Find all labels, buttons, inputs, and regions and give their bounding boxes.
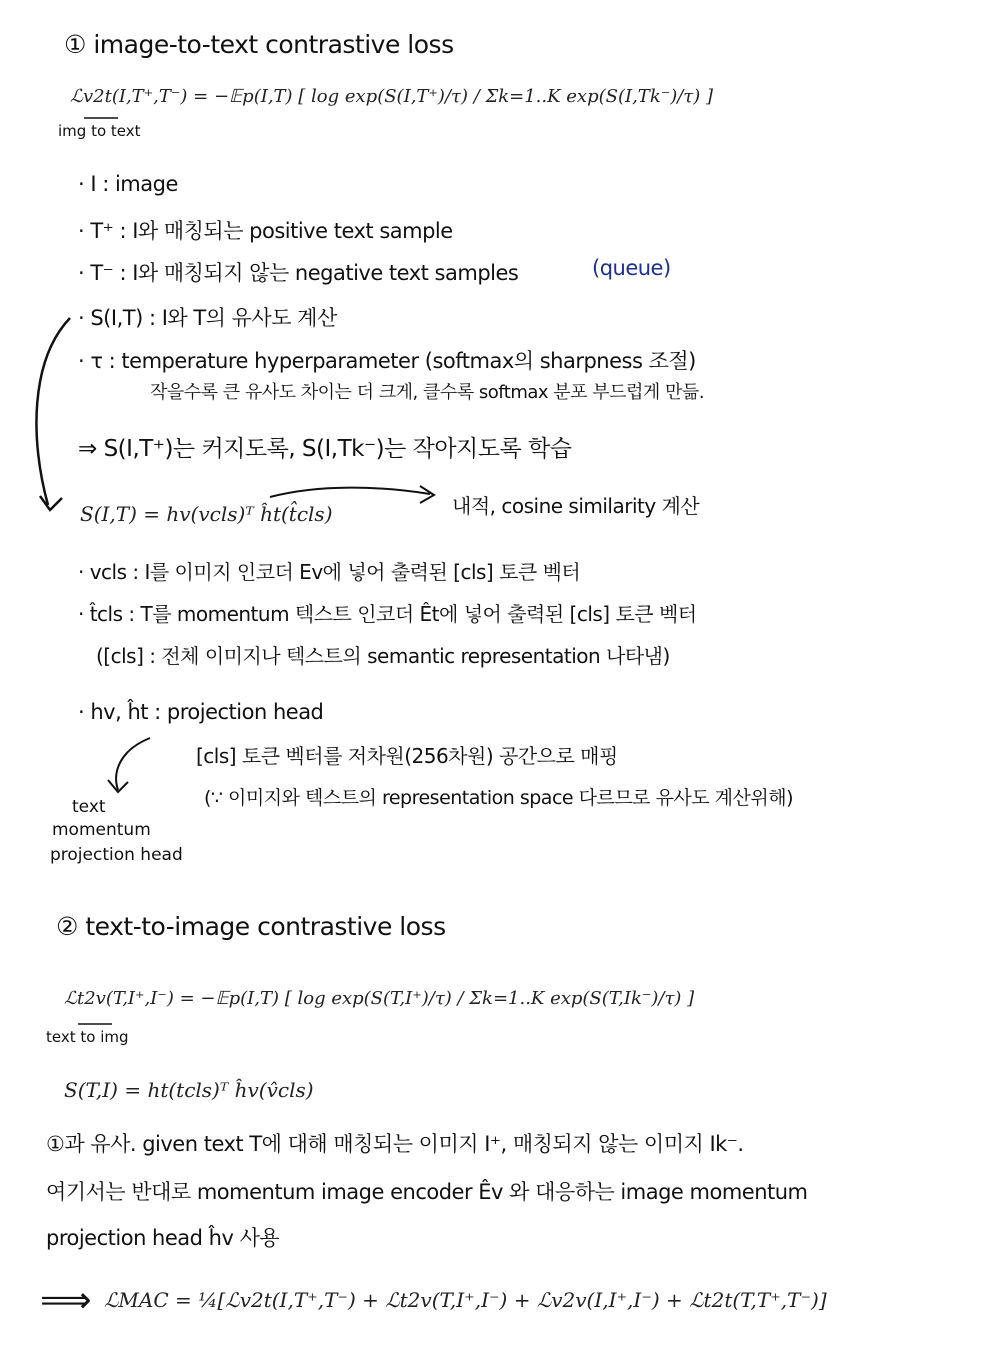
section1-heading: ① image-to-text contrastive loss (64, 30, 454, 59)
t2v-formula: ℒt2v(T,I⁺,I⁻) = −𝔼p(I,T) [ log exp(S(T,I⁺)/τ) / Σk=1..K exp(S(T,Ik⁻)/τ) ] (64, 988, 695, 1009)
v2t-formula-note: img to text (58, 122, 141, 140)
projection-detail-1: [cls] 토큰 벡터를 저차원(256차원) 공간으로 매핑 (196, 744, 618, 768)
bullet-negative-text: · T⁻ : I와 매칭되지 않는 negative text samples (78, 261, 519, 285)
bullet-projection-head: · hv, ĥt : projection head (78, 700, 324, 724)
v2t-formula: ℒv2t(I,T⁺,T⁻) = −𝔼p(I,T) [ log exp(S(I,T⁺)/τ) / Σk=1..K exp(S(I,Tk⁻)/τ) ] (70, 86, 714, 107)
similarity-formula-t-i: S(T,I) = ht(tcls)ᵀ ĥv(v̂cls) (64, 1078, 314, 1102)
proj-note-momentum: momentum (52, 820, 151, 840)
t2v-desc-3: projection head ĥv 사용 (46, 1226, 280, 1250)
proj-note-head: projection head (50, 845, 183, 865)
projection-detail-2: (∵ 이미지와 텍스트의 representation space 다르므로 유사도 계산위해) (204, 787, 794, 809)
t2v-desc-2: 여기서는 반대로 momentum image encoder Êv 와 대응하는 image momentum (46, 1180, 808, 1204)
bullet-tcls: · t̂cls : T를 momentum 텍스트 인코더 Êt에 넣어 출력된 [cls] 토큰 벡터 (78, 602, 697, 626)
bullet-image: · I : image (78, 172, 178, 196)
bullet-similarity: · S(I,T) : I와 T의 유사도 계산 (78, 306, 337, 330)
final-arrow: ⟹ (40, 1280, 92, 1321)
section2-heading: ② text-to-image contrastive loss (56, 912, 446, 941)
t2v-desc-1: ①과 유사. given text T에 대해 매칭되는 이미지 I⁺, 매칭되지 않는 이미지 Ik⁻. (46, 1132, 744, 1156)
conclusion-line: ⇒ S(I,T⁺)는 커지도록, S(I,Tk⁻)는 작아지도록 학습 (78, 436, 572, 462)
queue-note: (queue) (592, 256, 671, 280)
similarity-formula-i-t: S(I,T) = hv(vcls)ᵀ ĥt(t̂cls) (80, 502, 333, 526)
similarity-note: 내적, cosine similarity 계산 (452, 494, 700, 518)
temperature-detail: 작을수록 큰 유사도 차이는 더 크게, 클수록 softmax 분포 부드럽게 만듦. (150, 382, 705, 403)
cls-explanation: ([cls] : 전체 이미지나 텍스트의 semantic representation 나타냄) (96, 644, 670, 668)
proj-note-text: text (72, 797, 106, 817)
t2v-formula-note: text to img (46, 1028, 129, 1046)
bullet-vcls: · vcls : I를 이미지 인코더 Ev에 넣어 출력된 [cls] 토큰 벡터 (78, 560, 581, 584)
mac-loss-formula: ℒMAC = ¼[ℒv2t(I,T⁺,T⁻) + ℒt2v(T,I⁺,I⁻) + ℒv2v(I,I⁺,I⁻) + ℒt2t(T,T⁺,T⁻)] (104, 1288, 827, 1312)
bullet-temperature: · τ : temperature hyperparameter (softmax의 sharpness 조절) (78, 349, 696, 373)
bullet-positive-text: · T⁺ : I와 매칭되는 positive text sample (78, 219, 453, 243)
